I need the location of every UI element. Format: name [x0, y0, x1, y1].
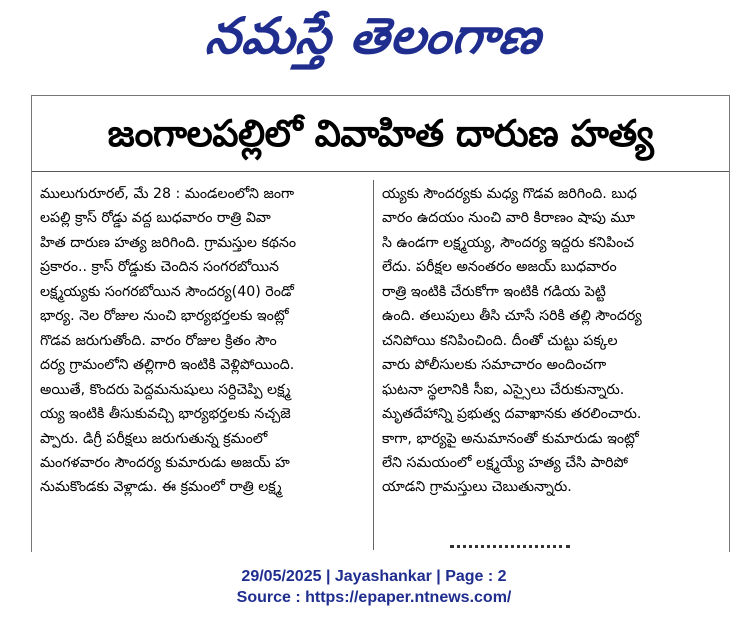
article-line: లక్ష్మయ్యకు సంగరబోయిన సౌందర్య(40) రెండో [40, 283, 294, 300]
article-line: య్య ఇంటికి తీసుకువచ్చి భార్యభర్తలకు నచ్చజె [40, 406, 291, 423]
article-line: హిత దారుణ హత్య జరిగింది. గ్రామస్తుల కథనం [40, 234, 297, 251]
footer [0, 566, 748, 608]
headline: జంగాలపల్లిలో వివాహిత దారుణ హత్య [107, 112, 654, 155]
article-column-left [40, 182, 364, 500]
article-line: మంగళవారం సౌందర్య కుమారుడు అజయ్ హ [40, 454, 290, 471]
article-line: ఉంది. తలుపులు తీసి చూసే సరికి తల్లి సౌందర్య [382, 308, 642, 325]
article-line: ములుగురూరల్, మే 28 : మండలంలోని జంగా [40, 186, 295, 202]
article-line: ప్రకారం.. క్రాస్ రోడ్డుకు చెందిన సంగరబోయిన [40, 259, 279, 276]
article-line: యాడని గ్రామస్తులు చెబుతున్నారు. [382, 479, 572, 496]
article-line: లేదు. పరీక్షల అనంతరం అజయ్ బుధవారం [382, 259, 617, 276]
article-line: నుమకొండకు వెళ్లాడు. ఈ క్రమంలో రాత్రి లక్ష్మ [40, 479, 282, 496]
article-line: వారు పోలీసులకు సమాచారం అందించగా [382, 357, 607, 374]
article-line: ప్పారు. డిగ్రీ పరీక్షలు జరుగుతున్న క్రమంలో [40, 430, 268, 447]
news-clipping [31, 95, 730, 552]
article-line: దర్య గ్రామంలోని తల్లిగారి ఇంటికి వెళ్లిపోయింది. [40, 357, 295, 374]
footer-source: Source : https://epaper.ntnews.com/ [236, 589, 512, 606]
newspaper-logo: నమస్తే తెలంగాణ [203, 7, 545, 65]
article-line: గొడవ జరుగుతోంది. వారం రోజుల క్రితం సౌం [40, 332, 277, 349]
article-line: రాత్రి ఇంటికి చేరుకోగా ఇంటికి గడియ పెట్టి [382, 283, 606, 300]
article-line: మృతదేహాన్ని ప్రభుత్వ దవాఖానకు తరలించారు. [382, 406, 642, 423]
article-column-right [382, 182, 706, 500]
article-line: లపల్లి క్రాస్ రోడ్డు వద్ద బుధవారం రాత్రి వివా [40, 210, 271, 227]
article-line: సి ఉండగా లక్ష్మయ్య, సౌందర్య ఇద్దరు కనిపించ [382, 234, 635, 251]
article-line: అయితే, కొందరు పెద్దమనుషులు సర్దిచెప్పి లక్ష్మ [40, 381, 291, 398]
end-of-article-dots [450, 545, 570, 556]
article-line: య్యకు సౌందర్యకు మధ్య గొడవ జరిగింది. బుధ [382, 186, 637, 202]
column-divider [373, 180, 374, 550]
article-line: చనిపోయి కనిపించింది. దీంతో చుట్టు పక్కల [382, 332, 618, 349]
footer-date-edition: 29/05/2025 | Jayashankar | Page : 2 [241, 568, 507, 585]
article-line: కాగా, భార్యపై అనుమానంతో కుమారుడు ఇంట్లో [382, 430, 639, 447]
article-line: వారం ఉదయం నుంచి వారి కిరాణం షాపు మూ [382, 210, 635, 227]
article-line: భార్య. నెల రోజుల నుంచి భార్యభర్తలకు ఇంట్లో [40, 308, 289, 325]
headline-box [32, 96, 729, 172]
masthead [0, 0, 748, 78]
article-line: ఘటనా స్థలానికి సీఐ, ఎస్సైలు చేరుకున్నారు. [382, 381, 625, 398]
article-line: లేని సమయంలో లక్ష్మయ్యే హత్య చేసి పారిపో [382, 454, 628, 471]
